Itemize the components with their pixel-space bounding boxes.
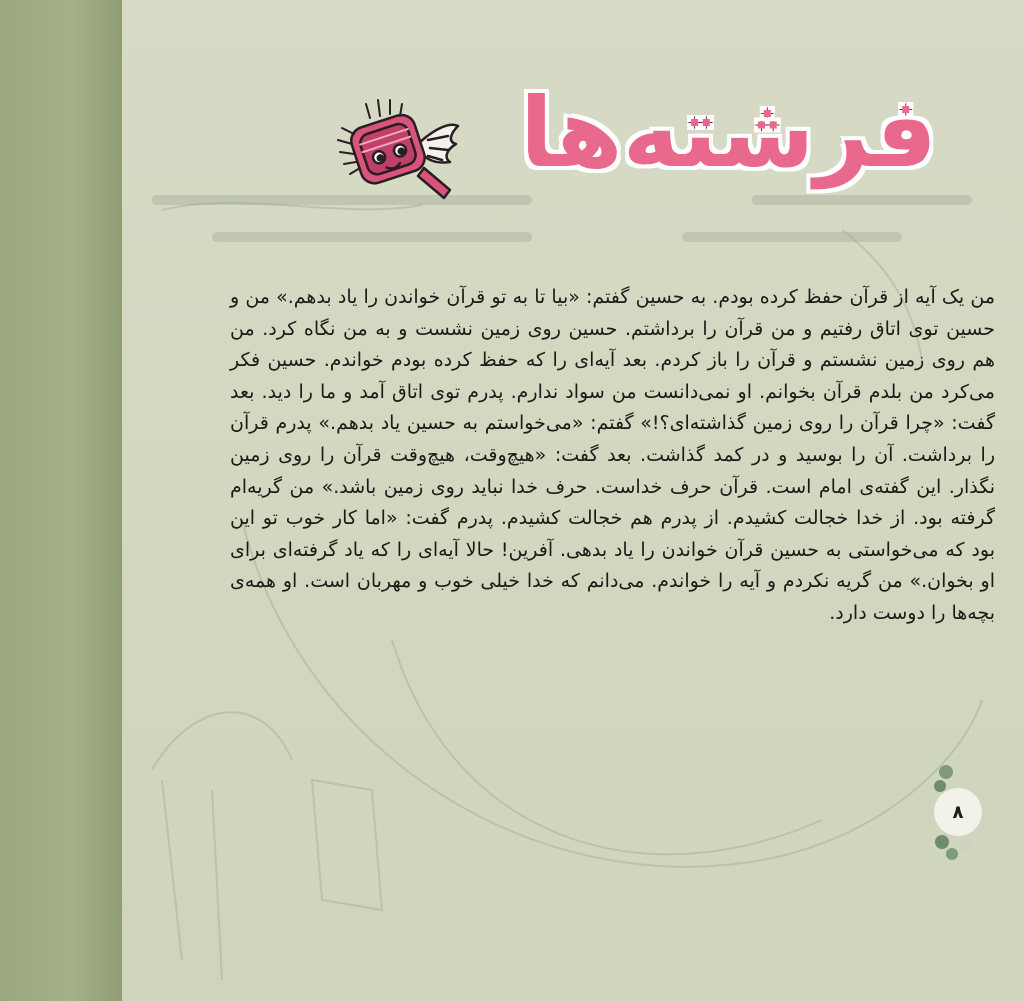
book-page xyxy=(122,0,1024,1001)
winged-flying-creature-icon xyxy=(332,98,462,208)
book-binding-strip xyxy=(0,0,122,1001)
story-text xyxy=(230,282,995,630)
story-title: فرشته‌ها xyxy=(520,77,937,189)
page-number: ۸ xyxy=(952,802,964,823)
title-area xyxy=(520,58,937,238)
story-paragraph: من یک آیه از قرآن حفظ کرده بودم. به حسین گفتم: «بیا تا به تو قرآن خواندن را یاد بدهم.» من و حسین توی اتاق رفتیم و من قرآن را برداشتم. حسین روی زمین نشست و به من نگاه کرد. من هم روی زمین نشستم و قرآن را باز کردم. بعد آیه‌ای را که حفظ کرده بودم خواندم. حسین فکر می‌کرد من بلدم قرآن بخوانم. او نمی‌دانست من سواد ندارم. پدرم توی اتاق آمد و ما را دید. بعد گفت: «چرا قرآن را روی زمین گذاشته‌ای؟!» گفتم: «می‌خواستم به حسین یاد بدهم.» پدرم قرآن را برداشت. آن را بوسید و در کمد گذاشت. بعد گفت: «هیچ‌وقت، هیچ‌وقت قرآن را روی زمین نگذار. این گفته‌ی امام است. قرآن حرف خداست. حرف خدا نباید روی زمین باشد.» من گریه‌ام گرفته بود. از خدا خجالت کشیدم. از پدرم هم خجالت کشیدم. پدرم گفت: «اما کار خوب تو این بود که می‌خواستی به حسین قرآن خواندن را یاد بدهی. آفرین! حالا آیه‌ای را که یاد گرفته‌ای برای او بخوان.» من گریه نکردم و آیه را خواندم. می‌دانم که خدا خیلی خوب و مهربان است. او همه‌ی بچه‌ها را دوست دارد. xyxy=(230,286,995,624)
